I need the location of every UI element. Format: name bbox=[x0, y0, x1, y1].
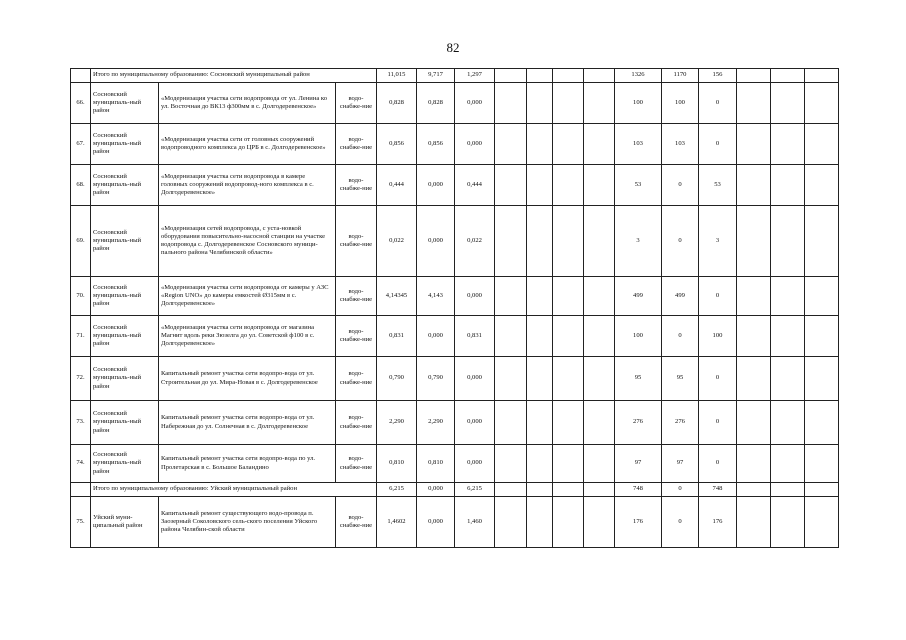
empty-cell bbox=[495, 277, 527, 316]
type-cell: водо-снабже-ние bbox=[336, 83, 377, 124]
type-cell: водо-снабже-ние bbox=[336, 445, 377, 483]
empty-cell bbox=[553, 316, 584, 357]
value-b: 1,460 bbox=[455, 497, 495, 548]
type-cell: водо-снабже-ние bbox=[336, 165, 377, 206]
subtotal-label: Итого по муниципальному образованию: Уйский муниципальный район bbox=[91, 483, 377, 497]
value-total: 0,810 bbox=[377, 445, 417, 483]
row-number: 68. bbox=[71, 165, 91, 206]
empty-cell bbox=[737, 483, 771, 497]
qty-total: 276 bbox=[615, 401, 662, 445]
empty-cell bbox=[737, 277, 771, 316]
subtotal-value-total: 11,015 bbox=[377, 69, 417, 83]
empty-cell bbox=[584, 483, 615, 497]
qty-a: 0 bbox=[662, 165, 699, 206]
empty-cell bbox=[771, 124, 805, 165]
empty-cell bbox=[495, 401, 527, 445]
value-b: 0,000 bbox=[455, 124, 495, 165]
value-total: 0,828 bbox=[377, 83, 417, 124]
empty-cell bbox=[771, 401, 805, 445]
empty-cell bbox=[805, 497, 839, 548]
value-a: 0,000 bbox=[417, 497, 455, 548]
empty-cell bbox=[584, 124, 615, 165]
qty-b: 0 bbox=[699, 401, 737, 445]
qty-a: 100 bbox=[662, 83, 699, 124]
project-name-cell: «Модернизация участка сети от головных сооружений водопроводного комплекса до ЦРБ в с. Долгодеревенское» bbox=[159, 124, 336, 165]
qty-b: 0 bbox=[699, 357, 737, 401]
row-number: 74. bbox=[71, 445, 91, 483]
empty-cell bbox=[495, 165, 527, 206]
subtotal-value-a: 9,717 bbox=[417, 69, 455, 83]
project-name-cell: Капитальный ремонт существующего водо-провода п. Заозерный Соколовского сель-ского поселения Уйского района Челябин-ской области bbox=[159, 497, 336, 548]
empty-cell bbox=[584, 206, 615, 277]
qty-b: 0 bbox=[699, 83, 737, 124]
table-row bbox=[71, 316, 839, 357]
subtotal-label: Итого по муниципальному образованию: Сосновский муниципальный район bbox=[91, 69, 377, 83]
empty-cell bbox=[805, 206, 839, 277]
empty-cell bbox=[553, 277, 584, 316]
empty-cell bbox=[553, 165, 584, 206]
empty-cell bbox=[495, 69, 527, 83]
qty-total: 499 bbox=[615, 277, 662, 316]
empty-cell bbox=[584, 357, 615, 401]
district-cell: Уйский муни-ципальный район bbox=[91, 497, 159, 548]
qty-a: 499 bbox=[662, 277, 699, 316]
value-total: 0,790 bbox=[377, 357, 417, 401]
project-name-cell: «Модернизация участка сети водопровода от ул. Ленина ко ул. Восточная до ВК13 ф300мм в с. Долгодеревенское» bbox=[159, 83, 336, 124]
empty-cell bbox=[527, 165, 553, 206]
empty-cell bbox=[737, 69, 771, 83]
empty-cell bbox=[805, 445, 839, 483]
qty-total: 100 bbox=[615, 316, 662, 357]
qty-total: 103 bbox=[615, 124, 662, 165]
empty-cell bbox=[805, 165, 839, 206]
empty-cell bbox=[771, 277, 805, 316]
empty-cell bbox=[584, 497, 615, 548]
table-row bbox=[71, 497, 839, 548]
subtotal-value-b: 6,215 bbox=[455, 483, 495, 497]
district-cell: Сосновский муниципаль-ный район bbox=[91, 357, 159, 401]
value-total: 0,831 bbox=[377, 316, 417, 357]
empty-cell bbox=[771, 316, 805, 357]
qty-total: 3 bbox=[615, 206, 662, 277]
qty-a: 276 bbox=[662, 401, 699, 445]
empty-cell bbox=[771, 206, 805, 277]
value-a: 0,000 bbox=[417, 206, 455, 277]
empty-cell bbox=[805, 357, 839, 401]
empty-cell bbox=[805, 316, 839, 357]
empty-cell bbox=[584, 445, 615, 483]
empty-cell bbox=[495, 497, 527, 548]
qty-total: 97 bbox=[615, 445, 662, 483]
qty-b: 0 bbox=[699, 124, 737, 165]
empty-cell bbox=[805, 277, 839, 316]
empty-cell bbox=[805, 483, 839, 497]
empty-cell bbox=[737, 445, 771, 483]
value-b: 0,000 bbox=[455, 401, 495, 445]
row-number: 73. bbox=[71, 401, 91, 445]
qty-total: 53 bbox=[615, 165, 662, 206]
empty-cell bbox=[527, 357, 553, 401]
project-name-cell: «Модернизация сетей водопровода, с уста-новкой оборудования повысительно-насосной станции на участке водопровода с. Долгодеревенское Сосновского муници-пального района Челябинской области» bbox=[159, 206, 336, 277]
empty-cell bbox=[771, 69, 805, 83]
table-row bbox=[71, 206, 839, 277]
project-name-cell: Капитальный ремонт участка сети водопро-вода по ул. Пролетарская в с. Большое Баландино bbox=[159, 445, 336, 483]
empty-cell bbox=[527, 277, 553, 316]
empty-cell bbox=[771, 357, 805, 401]
empty-cell bbox=[553, 401, 584, 445]
type-cell: водо-снабже-ние bbox=[336, 401, 377, 445]
district-cell: Сосновский муниципаль-ный район bbox=[91, 445, 159, 483]
empty-cell bbox=[805, 69, 839, 83]
value-a: 0,000 bbox=[417, 316, 455, 357]
qty-a: 0 bbox=[662, 316, 699, 357]
subtotal-qty-a: 0 bbox=[662, 483, 699, 497]
subtotal-qty-b: 748 bbox=[699, 483, 737, 497]
empty-cell bbox=[527, 316, 553, 357]
row-number: 71. bbox=[71, 316, 91, 357]
subtotal-value-a: 0,000 bbox=[417, 483, 455, 497]
empty-cell bbox=[737, 316, 771, 357]
value-b: 0,000 bbox=[455, 445, 495, 483]
empty-cell bbox=[805, 401, 839, 445]
empty-cell bbox=[495, 83, 527, 124]
row-number: 69. bbox=[71, 206, 91, 277]
row-number: 70. bbox=[71, 277, 91, 316]
empty-cell bbox=[737, 165, 771, 206]
district-cell: Сосновский муниципаль-ный район bbox=[91, 316, 159, 357]
qty-b: 53 bbox=[699, 165, 737, 206]
qty-b: 0 bbox=[699, 277, 737, 316]
empty-cell bbox=[495, 316, 527, 357]
type-cell: водо-снабже-ние bbox=[336, 277, 377, 316]
district-cell: Сосновский муниципаль-ный район bbox=[91, 401, 159, 445]
empty-cell bbox=[771, 83, 805, 124]
empty-cell bbox=[553, 357, 584, 401]
value-total: 0,444 bbox=[377, 165, 417, 206]
table-row bbox=[71, 124, 839, 165]
empty-cell bbox=[553, 124, 584, 165]
value-b: 0,000 bbox=[455, 357, 495, 401]
investment-table bbox=[70, 68, 839, 548]
value-total: 0,022 bbox=[377, 206, 417, 277]
empty-cell bbox=[584, 277, 615, 316]
subtotal-value-b: 1,297 bbox=[455, 69, 495, 83]
qty-b: 3 bbox=[699, 206, 737, 277]
empty-cell bbox=[584, 401, 615, 445]
table-row bbox=[71, 165, 839, 206]
value-b: 0,022 bbox=[455, 206, 495, 277]
district-cell: Сосновский муниципаль-ный район bbox=[91, 206, 159, 277]
qty-b: 100 bbox=[699, 316, 737, 357]
empty-cell bbox=[495, 124, 527, 165]
qty-b: 176 bbox=[699, 497, 737, 548]
empty-cell bbox=[805, 83, 839, 124]
qty-a: 0 bbox=[662, 497, 699, 548]
project-name-cell: «Модернизация участка сети водопровода от камеры у АЗС «Region UNO» до камеры емкостей Ø315мм в с. Долгодеревенское» bbox=[159, 277, 336, 316]
empty-cell bbox=[771, 497, 805, 548]
row-number: 75. bbox=[71, 497, 91, 548]
empty-cell bbox=[553, 69, 584, 83]
table-row bbox=[71, 401, 839, 445]
table-row bbox=[71, 83, 839, 124]
project-name-cell: «Модернизация участка сети водопровода в камере головных сооружений водопровод-ного комплекса в с. Долгодеревенское» bbox=[159, 165, 336, 206]
empty-cell bbox=[71, 483, 91, 497]
district-cell: Сосновский муниципаль-ный район bbox=[91, 165, 159, 206]
project-name-cell: Капитальный ремонт участка сети водопро-вода от ул. Строительная до ул. Мира-Новая в с. Долгодеревенское bbox=[159, 357, 336, 401]
empty-cell bbox=[527, 497, 553, 548]
table-row bbox=[71, 445, 839, 483]
qty-a: 0 bbox=[662, 206, 699, 277]
qty-total: 100 bbox=[615, 83, 662, 124]
qty-a: 97 bbox=[662, 445, 699, 483]
value-total: 1,4602 bbox=[377, 497, 417, 548]
empty-cell bbox=[527, 206, 553, 277]
empty-cell bbox=[495, 206, 527, 277]
empty-cell bbox=[527, 401, 553, 445]
empty-cell bbox=[737, 497, 771, 548]
empty-cell bbox=[737, 124, 771, 165]
empty-cell bbox=[584, 83, 615, 124]
value-a: 0,828 bbox=[417, 83, 455, 124]
qty-total: 95 bbox=[615, 357, 662, 401]
type-cell: водо-снабже-ние bbox=[336, 124, 377, 165]
row-number: 66. bbox=[71, 83, 91, 124]
empty-cell bbox=[805, 124, 839, 165]
empty-cell bbox=[527, 69, 553, 83]
qty-total: 176 bbox=[615, 497, 662, 548]
value-b: 0,444 bbox=[455, 165, 495, 206]
empty-cell bbox=[553, 83, 584, 124]
empty-cell bbox=[495, 357, 527, 401]
project-name-cell: «Модернизация участка сети водопровода от магазина Магнит вдоль реки Зюзелга до ул. Советской ф100 в с. Долгодеревенское» bbox=[159, 316, 336, 357]
subtotal-qty-total: 748 bbox=[615, 483, 662, 497]
empty-cell bbox=[527, 445, 553, 483]
subtotal-qty-total: 1326 bbox=[615, 69, 662, 83]
empty-cell bbox=[584, 316, 615, 357]
value-a: 0,790 bbox=[417, 357, 455, 401]
empty-cell bbox=[553, 497, 584, 548]
empty-cell bbox=[553, 483, 584, 497]
subtotal-row bbox=[71, 483, 839, 497]
empty-cell bbox=[527, 83, 553, 124]
district-cell: Сосновский муниципаль-ный район bbox=[91, 277, 159, 316]
type-cell: водо-снабже-ние bbox=[336, 357, 377, 401]
empty-cell bbox=[495, 483, 527, 497]
district-cell: Сосновский муниципаль-ный район bbox=[91, 83, 159, 124]
empty-cell bbox=[771, 483, 805, 497]
value-b: 0,831 bbox=[455, 316, 495, 357]
qty-a: 103 bbox=[662, 124, 699, 165]
empty-cell bbox=[71, 69, 91, 83]
district-cell: Сосновский муниципаль-ный район bbox=[91, 124, 159, 165]
table-row bbox=[71, 277, 839, 316]
value-a: 0,000 bbox=[417, 165, 455, 206]
qty-b: 0 bbox=[699, 445, 737, 483]
value-a: 4,143 bbox=[417, 277, 455, 316]
table-row bbox=[71, 357, 839, 401]
subtotal-row bbox=[71, 69, 839, 83]
value-total: 4,14345 bbox=[377, 277, 417, 316]
empty-cell bbox=[771, 165, 805, 206]
empty-cell bbox=[771, 445, 805, 483]
row-number: 72. bbox=[71, 357, 91, 401]
empty-cell bbox=[527, 483, 553, 497]
empty-cell bbox=[553, 206, 584, 277]
type-cell: водо-снабже-ние bbox=[336, 316, 377, 357]
project-name-cell: Капитальный ремонт участка сети водопро-вода от ул. Набережная до ул. Солнечная в с. Долгодеревенское bbox=[159, 401, 336, 445]
qty-a: 95 bbox=[662, 357, 699, 401]
empty-cell bbox=[527, 124, 553, 165]
row-number: 67. bbox=[71, 124, 91, 165]
empty-cell bbox=[584, 69, 615, 83]
value-total: 0,856 bbox=[377, 124, 417, 165]
empty-cell bbox=[737, 401, 771, 445]
value-b: 0,000 bbox=[455, 277, 495, 316]
value-a: 2,290 bbox=[417, 401, 455, 445]
value-b: 0,000 bbox=[455, 83, 495, 124]
type-cell: водо-снабже-ние bbox=[336, 497, 377, 548]
empty-cell bbox=[737, 83, 771, 124]
type-cell: водо-снабже-ние bbox=[336, 206, 377, 277]
empty-cell bbox=[737, 206, 771, 277]
empty-cell bbox=[553, 445, 584, 483]
value-a: 0,810 bbox=[417, 445, 455, 483]
subtotal-qty-a: 1170 bbox=[662, 69, 699, 83]
empty-cell bbox=[737, 357, 771, 401]
empty-cell bbox=[584, 165, 615, 206]
page-number: 82 bbox=[446, 40, 460, 55]
empty-cell bbox=[495, 445, 527, 483]
subtotal-qty-b: 156 bbox=[699, 69, 737, 83]
value-a: 0,856 bbox=[417, 124, 455, 165]
value-total: 2,290 bbox=[377, 401, 417, 445]
subtotal-value-total: 6,215 bbox=[377, 483, 417, 497]
